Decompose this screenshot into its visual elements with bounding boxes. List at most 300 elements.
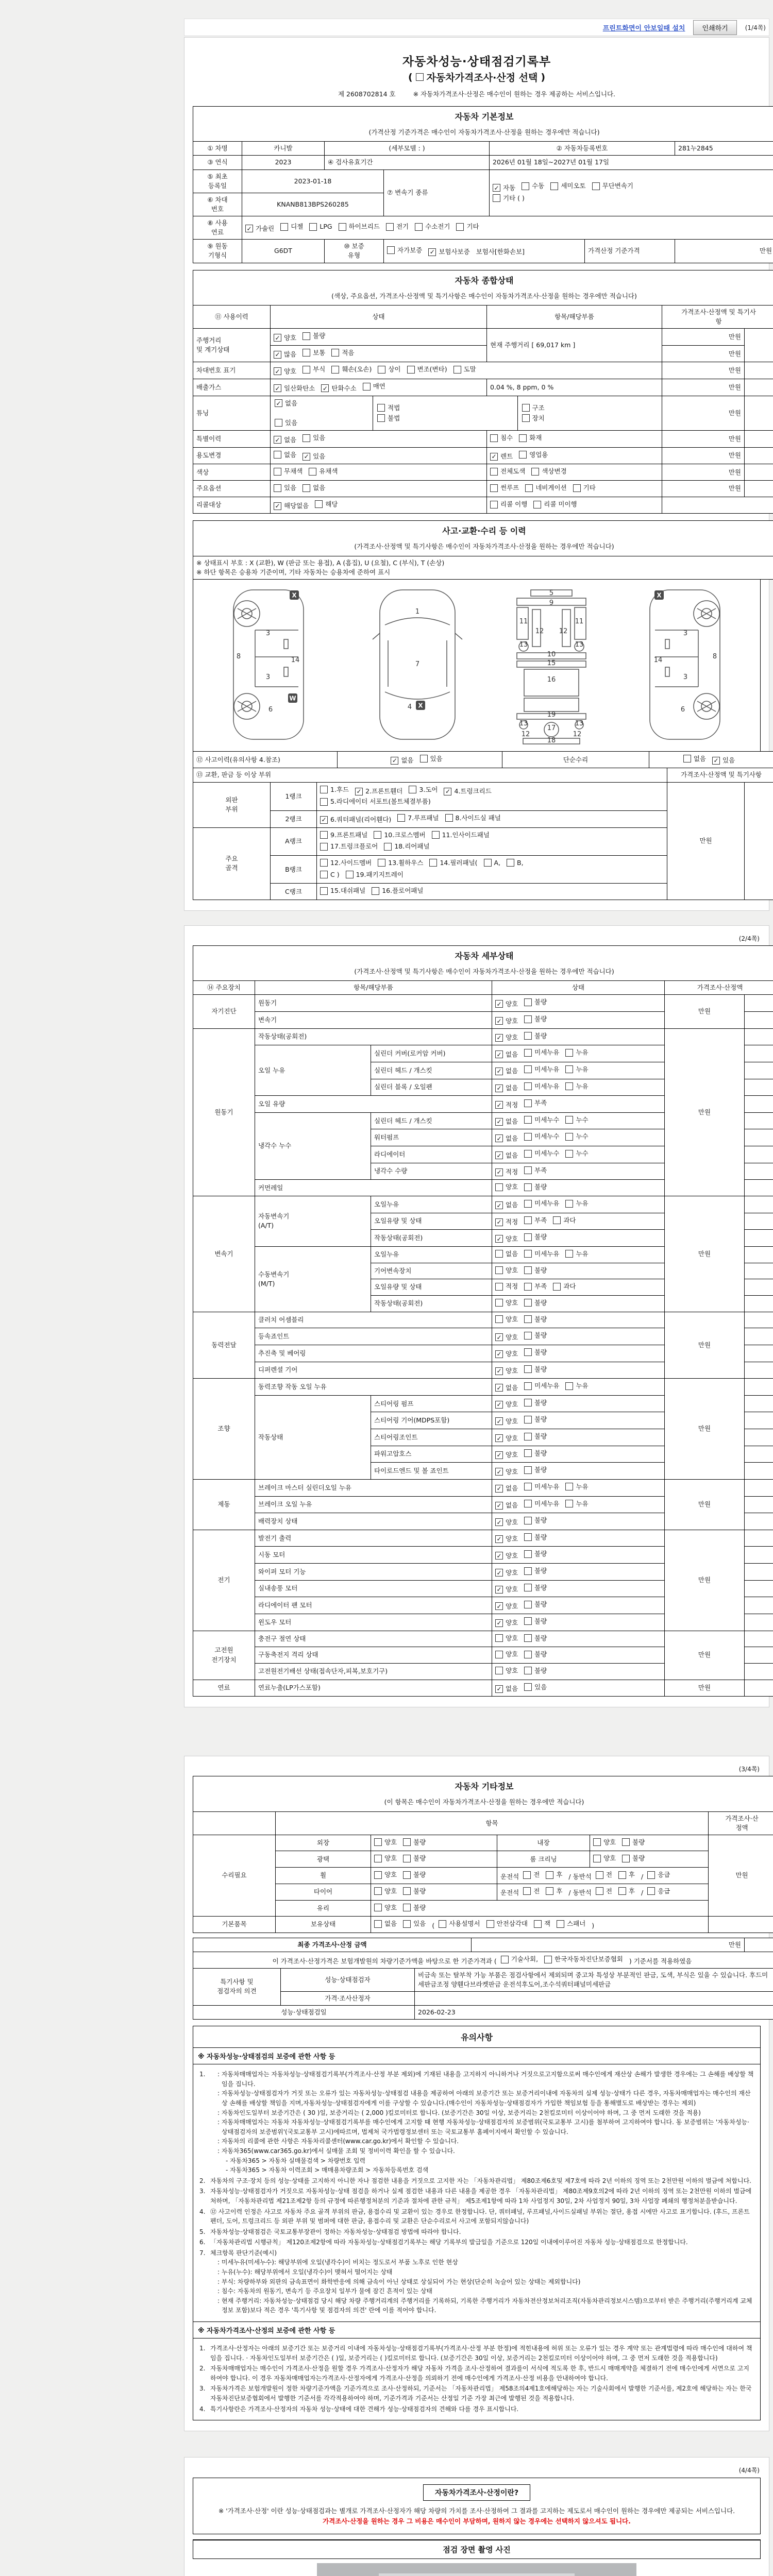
checkbox-option[interactable] [495, 1033, 518, 1042]
checkbox[interactable] [524, 1416, 532, 1423]
checkbox[interactable]: ✓ [495, 1151, 503, 1159]
option-cell[interactable] [590, 1835, 709, 1851]
checkbox[interactable] [409, 786, 416, 793]
checkbox[interactable] [592, 182, 600, 190]
rank1-options[interactable] [317, 782, 667, 810]
checkbox-option[interactable] [647, 1870, 670, 1879]
checkbox[interactable] [524, 1266, 532, 1274]
checkbox-option[interactable] [495, 1417, 518, 1426]
warranty-type-options[interactable] [384, 240, 585, 263]
checkbox[interactable] [407, 366, 415, 374]
checkbox[interactable] [374, 1904, 382, 1911]
checkbox-option[interactable] [524, 1365, 547, 1374]
checkbox-option[interactable] [495, 1217, 518, 1227]
checkbox-option[interactable] [495, 1602, 518, 1611]
checkbox[interactable] [403, 1904, 411, 1911]
checkbox[interactable] [495, 1266, 503, 1274]
checkbox-option[interactable] [495, 1182, 518, 1192]
option-cell[interactable] [649, 751, 773, 768]
checkbox[interactable] [565, 1382, 573, 1390]
checkbox[interactable]: ✓ [495, 1685, 503, 1693]
checkbox[interactable] [331, 349, 339, 357]
checkbox-option[interactable] [303, 365, 325, 374]
checkbox[interactable] [523, 1887, 531, 1895]
checkbox[interactable]: ✓ [495, 1017, 503, 1025]
checkbox[interactable]: ✓ [495, 1084, 503, 1092]
checkbox-option[interactable] [573, 483, 596, 493]
checkbox-option[interactable] [495, 1349, 518, 1359]
checkbox-option[interactable] [565, 1199, 588, 1208]
checkbox[interactable]: ✓ [495, 1552, 503, 1560]
checkbox-option[interactable] [490, 452, 513, 461]
checkbox[interactable] [524, 1200, 532, 1208]
checkbox[interactable] [524, 1299, 532, 1307]
option-cell[interactable] [338, 751, 502, 768]
checkbox-option[interactable] [309, 467, 338, 476]
option-cell[interactable] [371, 1900, 709, 1917]
checkbox-option[interactable] [331, 365, 372, 374]
checkbox[interactable] [378, 859, 385, 867]
checkbox[interactable] [274, 451, 281, 459]
checkbox[interactable] [274, 468, 281, 476]
checkbox-option[interactable] [524, 1566, 547, 1575]
checkbox[interactable] [415, 223, 423, 231]
checkbox[interactable]: ✓ [495, 1619, 503, 1627]
checkbox-option[interactable] [495, 1100, 518, 1110]
checkbox[interactable] [303, 366, 310, 374]
checkbox[interactable] [524, 1082, 532, 1090]
checkbox-option[interactable] [495, 1383, 518, 1393]
rank2-options[interactable] [317, 810, 667, 827]
checkbox-option[interactable] [524, 1331, 547, 1340]
checkbox[interactable]: ✓ [495, 1034, 503, 1042]
checkbox[interactable]: ✓ [495, 1535, 503, 1543]
checkbox-option[interactable] [495, 1650, 518, 1659]
checkbox-option[interactable] [456, 222, 479, 231]
checkbox[interactable] [531, 468, 539, 476]
checkbox[interactable] [403, 1887, 411, 1895]
checkbox[interactable] [495, 1634, 503, 1642]
checkbox-option[interactable] [524, 1182, 547, 1192]
checkbox-option[interactable] [523, 1870, 540, 1879]
checkbox[interactable] [374, 1871, 382, 1879]
option-cell[interactable] [492, 1312, 665, 1328]
checkbox-option[interactable] [439, 1919, 480, 1928]
checkbox-option[interactable] [495, 1684, 518, 1693]
checkbox[interactable] [524, 1283, 532, 1291]
checkbox[interactable] [565, 1250, 573, 1258]
checkbox[interactable] [387, 246, 395, 254]
checkbox[interactable] [524, 1517, 532, 1524]
checkbox-option[interactable] [274, 467, 303, 476]
checkbox[interactable] [524, 1250, 532, 1258]
checkbox-option[interactable] [274, 384, 315, 393]
checkbox-option[interactable] [524, 1634, 547, 1643]
checkbox-option[interactable] [565, 1482, 588, 1492]
checkbox[interactable] [453, 366, 461, 374]
checkbox[interactable]: ✓ [495, 1518, 503, 1526]
checkbox-option[interactable] [501, 1955, 538, 1964]
checkbox-option[interactable] [524, 1082, 559, 1091]
checkbox[interactable] [524, 1634, 532, 1642]
checkbox-option[interactable] [495, 1585, 518, 1594]
checkbox-option[interactable] [531, 467, 566, 476]
option-cell[interactable] [492, 995, 665, 1012]
option-cell[interactable] [492, 1112, 665, 1129]
option-cell[interactable] [492, 1429, 665, 1446]
checkbox-option[interactable] [495, 1333, 518, 1342]
checkbox-option[interactable] [593, 1854, 616, 1863]
checkbox-option[interactable] [495, 1366, 518, 1376]
checkbox-option[interactable] [524, 1533, 547, 1542]
option-cell[interactable] [590, 1851, 709, 1868]
checkbox-option[interactable] [275, 418, 362, 428]
checkbox[interactable] [378, 366, 385, 374]
checkbox[interactable] [565, 1150, 573, 1158]
checkbox-option[interactable] [622, 1838, 645, 1847]
checkbox-option[interactable] [524, 1249, 559, 1259]
option-cell[interactable] [492, 1463, 665, 1480]
checkbox-option[interactable] [565, 1499, 588, 1509]
checkbox[interactable]: ✓ [274, 367, 281, 375]
checkbox-option[interactable] [622, 1854, 645, 1863]
print-button[interactable]: 인쇄하기 [693, 20, 736, 35]
checkbox[interactable]: ✓ [321, 384, 329, 392]
checkbox-option[interactable] [524, 1516, 547, 1525]
checkbox[interactable] [565, 1483, 573, 1490]
checkbox-option[interactable] [524, 1683, 547, 1692]
checkbox-option[interactable] [524, 1449, 547, 1458]
checkbox-option[interactable] [596, 1870, 612, 1879]
checkbox[interactable] [303, 349, 310, 357]
checkbox-option[interactable] [320, 797, 431, 806]
checkbox[interactable] [377, 404, 385, 412]
checkbox[interactable]: ✓ [444, 788, 451, 795]
checkbox[interactable] [524, 1399, 532, 1406]
checkbox[interactable] [524, 1533, 532, 1541]
checkbox[interactable] [519, 434, 527, 442]
option-cell[interactable] [492, 1513, 665, 1530]
checkbox-option[interactable] [407, 365, 447, 374]
checkbox-option[interactable] [524, 1048, 559, 1057]
checkbox[interactable] [524, 1032, 532, 1040]
checkbox-option[interactable] [524, 1199, 559, 1208]
checkbox[interactable] [495, 1651, 503, 1658]
checkbox[interactable]: ✓ [245, 225, 253, 232]
checkbox[interactable] [524, 1216, 532, 1224]
rankA-options[interactable] [317, 827, 667, 855]
option-cell[interactable] [492, 1412, 665, 1429]
checkbox-option[interactable] [495, 999, 518, 1009]
checkbox-option[interactable] [490, 433, 513, 443]
checkbox-option[interactable] [403, 1854, 426, 1863]
checkbox-option[interactable] [274, 350, 296, 359]
checkbox-option[interactable] [320, 870, 340, 879]
checkbox-option[interactable] [403, 1903, 426, 1912]
checkbox-option[interactable] [495, 1066, 518, 1076]
checkbox[interactable] [320, 786, 328, 793]
checkbox[interactable]: ✓ [495, 1050, 503, 1058]
checkbox-option[interactable] [374, 1838, 397, 1847]
checkbox-option[interactable] [484, 858, 501, 868]
checkbox-option[interactable] [533, 500, 577, 509]
checkbox[interactable] [363, 383, 371, 391]
checkbox-option[interactable] [618, 1887, 635, 1896]
checkbox[interactable] [524, 1233, 532, 1241]
checkbox[interactable] [593, 1838, 601, 1846]
checkbox[interactable] [524, 1601, 532, 1608]
checkbox[interactable] [507, 859, 514, 867]
checkbox-option[interactable] [524, 1482, 559, 1492]
checkbox[interactable]: ✓ [274, 351, 281, 359]
checkbox-option[interactable] [377, 403, 507, 413]
checkbox[interactable] [524, 1483, 532, 1490]
checkbox-option[interactable] [495, 1467, 518, 1477]
option-cell[interactable] [492, 1328, 665, 1345]
checkbox-option[interactable] [565, 1149, 588, 1158]
checkbox-option[interactable] [403, 1919, 426, 1928]
checkbox[interactable]: ✓ [355, 788, 363, 795]
option-cell[interactable] [492, 1062, 665, 1079]
checkbox[interactable]: ✓ [495, 1000, 503, 1008]
checkbox-option[interactable] [523, 1887, 540, 1896]
checkbox[interactable] [372, 887, 379, 895]
checkbox[interactable] [309, 468, 316, 476]
checkbox-option[interactable] [303, 452, 325, 461]
checkbox[interactable] [501, 1956, 509, 1963]
option-cell[interactable] [492, 1530, 665, 1547]
checkbox-option[interactable] [495, 1249, 518, 1259]
checkbox[interactable] [544, 1956, 552, 1963]
checkbox[interactable] [546, 1871, 553, 1879]
option-cell[interactable] [492, 1146, 665, 1163]
checkbox[interactable] [386, 223, 394, 231]
checkbox-option[interactable] [493, 194, 525, 203]
option-cell[interactable] [492, 1680, 665, 1697]
checkbox-option[interactable] [524, 1115, 559, 1125]
checkbox[interactable] [524, 1550, 532, 1558]
checkbox-option[interactable] [495, 1434, 518, 1443]
checkbox[interactable] [573, 484, 581, 492]
checkbox-option[interactable] [534, 1919, 550, 1928]
checkbox[interactable] [524, 1116, 532, 1124]
checkbox[interactable] [524, 1015, 532, 1023]
checkbox[interactable] [495, 1667, 503, 1674]
checkbox[interactable]: ✓ [274, 436, 281, 444]
checkbox[interactable] [524, 1133, 532, 1141]
checkbox-option[interactable] [495, 1016, 518, 1026]
checkbox-option[interactable] [378, 858, 423, 868]
option-cell[interactable] [492, 1647, 665, 1664]
checkbox[interactable] [524, 1617, 532, 1625]
checkbox[interactable]: ✓ [495, 1602, 503, 1610]
checkbox-option[interactable] [524, 1315, 547, 1324]
option-cell[interactable] [492, 1362, 665, 1379]
option-cell[interactable] [492, 1631, 665, 1647]
checkbox[interactable] [524, 1466, 532, 1474]
checkbox[interactable] [596, 1871, 603, 1879]
option-cell[interactable] [492, 1446, 665, 1463]
checkbox-option[interactable] [519, 433, 542, 443]
checkbox-option[interactable] [274, 450, 296, 460]
option-cell[interactable] [492, 1345, 665, 1362]
checkbox-option[interactable] [274, 435, 296, 445]
checkbox[interactable] [303, 332, 310, 340]
checkbox[interactable] [622, 1838, 630, 1846]
checkbox[interactable]: ✓ [495, 1168, 503, 1176]
checkbox[interactable] [534, 1920, 542, 1928]
checkbox[interactable] [524, 1315, 532, 1323]
checkbox-option[interactable] [524, 1166, 547, 1175]
option-cell[interactable] [371, 1917, 709, 1933]
checkbox[interactable] [524, 1150, 532, 1158]
option-cell[interactable] [492, 1663, 665, 1680]
checkbox-option[interactable] [303, 483, 325, 493]
checkbox[interactable]: ✓ [495, 1350, 503, 1358]
checkbox-option[interactable] [386, 222, 409, 231]
checkbox-option[interactable] [320, 831, 367, 840]
checkbox-option[interactable] [524, 1666, 547, 1675]
checkbox[interactable]: ✓ [495, 1067, 503, 1075]
option-cell[interactable] [271, 447, 487, 464]
checkbox-option[interactable] [524, 1549, 547, 1558]
checkbox[interactable] [403, 1855, 411, 1862]
checkbox-option[interactable] [409, 785, 438, 794]
checkbox-option[interactable] [546, 1870, 562, 1879]
checkbox-option[interactable] [495, 1484, 518, 1493]
option-cell[interactable] [487, 497, 662, 514]
checkbox-option[interactable] [403, 1887, 426, 1896]
checkbox-option[interactable] [355, 787, 402, 796]
checkbox[interactable]: ✓ [495, 1451, 503, 1459]
checkbox-option[interactable] [495, 1298, 518, 1308]
checkbox-option[interactable] [429, 858, 477, 868]
option-cell[interactable] [271, 480, 487, 497]
checkbox-option[interactable] [495, 1618, 518, 1628]
checkbox-option[interactable] [320, 858, 372, 868]
option-cell[interactable] [492, 1246, 665, 1263]
checkbox[interactable] [524, 998, 532, 1006]
checkbox-option[interactable] [524, 1650, 547, 1659]
option-cell[interactable] [492, 1614, 665, 1631]
checkbox[interactable] [495, 1299, 503, 1307]
checkbox-option[interactable] [321, 384, 356, 393]
checkbox[interactable]: ✓ [495, 1201, 503, 1209]
checkbox-option[interactable] [524, 1014, 547, 1024]
checkbox-option[interactable] [565, 1065, 588, 1074]
checkbox[interactable] [374, 1887, 382, 1895]
checkbox-option[interactable] [486, 1919, 528, 1928]
checkbox[interactable]: ✓ [495, 1367, 503, 1375]
checkbox-option[interactable] [495, 1450, 518, 1460]
checkbox-option[interactable] [553, 1216, 576, 1225]
checkbox[interactable] [524, 1365, 532, 1373]
checkbox-option[interactable] [384, 842, 429, 851]
option-cell[interactable] [487, 447, 662, 464]
checkbox[interactable]: ✓ [391, 757, 398, 765]
option-cell[interactable] [492, 1012, 665, 1029]
price-basis-note[interactable] [193, 1952, 773, 1969]
checkbox-option[interactable] [374, 1919, 397, 1928]
checkbox-option[interactable] [331, 348, 354, 358]
option-cell[interactable] [271, 379, 487, 396]
option-cell[interactable] [492, 1547, 665, 1564]
checkbox-option[interactable] [524, 1282, 547, 1291]
checkbox[interactable] [275, 419, 282, 427]
checkbox-option[interactable] [495, 1634, 518, 1643]
checkbox[interactable] [622, 1855, 630, 1862]
checkbox[interactable] [486, 1920, 494, 1928]
checkbox-option[interactable] [524, 1381, 559, 1391]
checkbox[interactable] [565, 1082, 573, 1090]
checkbox-option[interactable] [245, 224, 274, 233]
checkbox-option[interactable] [524, 1398, 547, 1408]
checkbox[interactable] [280, 223, 288, 231]
checkbox-option[interactable] [524, 1232, 547, 1242]
checkbox-option[interactable] [495, 1400, 518, 1409]
checkbox-option[interactable] [592, 181, 633, 191]
price-assessment-select-checkbox[interactable] [416, 73, 424, 81]
checkbox-option[interactable] [495, 1200, 518, 1210]
checkbox[interactable] [565, 1200, 573, 1208]
checkbox[interactable] [490, 468, 498, 476]
checkbox-option[interactable] [303, 433, 325, 443]
option-cell[interactable] [487, 431, 662, 448]
checkbox-option[interactable] [420, 754, 443, 764]
checkbox[interactable] [456, 223, 464, 231]
checkbox[interactable] [524, 1049, 532, 1057]
checkbox[interactable] [524, 1651, 532, 1658]
option-cell[interactable] [271, 329, 487, 346]
checkbox-option[interactable] [490, 467, 525, 476]
checkbox[interactable] [565, 1133, 573, 1141]
checkbox-option[interactable] [495, 1315, 518, 1324]
checkbox[interactable]: ✓ [495, 1586, 503, 1594]
checkbox[interactable] [403, 1920, 411, 1928]
checkbox[interactable] [524, 1065, 532, 1073]
checkbox[interactable] [523, 1871, 531, 1879]
checkbox[interactable]: ✓ [495, 1569, 503, 1577]
checkbox-option[interactable] [712, 756, 735, 765]
checkbox[interactable] [550, 182, 558, 190]
checkbox-option[interactable] [495, 1266, 518, 1275]
rankC-options[interactable] [317, 884, 667, 900]
checkbox[interactable] [524, 1099, 532, 1107]
option-cell[interactable] [492, 1263, 665, 1279]
checkbox-option[interactable] [557, 1919, 585, 1928]
checkbox-option[interactable] [519, 450, 548, 460]
checkbox[interactable] [553, 1216, 561, 1224]
checkbox[interactable] [274, 484, 281, 492]
checkbox-option[interactable] [495, 1167, 518, 1177]
checkbox[interactable]: ✓ [303, 453, 310, 461]
checkbox[interactable]: ✓ [495, 1384, 503, 1392]
checkbox-option[interactable] [495, 1134, 518, 1143]
checkbox-option[interactable] [524, 1216, 547, 1225]
checkbox-option[interactable] [524, 1031, 547, 1041]
checkbox[interactable] [339, 223, 346, 231]
checkbox-option[interactable] [495, 1551, 518, 1561]
option-cell[interactable] [492, 1079, 665, 1096]
checkbox-option[interactable] [274, 483, 296, 493]
option-cell[interactable] [492, 1395, 665, 1412]
checkbox-option[interactable] [524, 1499, 559, 1509]
checkbox-option[interactable] [397, 814, 439, 823]
checkbox[interactable] [445, 814, 453, 822]
checkbox-option[interactable] [544, 1955, 623, 1964]
checkbox[interactable]: ✓ [495, 1101, 503, 1109]
checkbox[interactable] [525, 484, 533, 492]
